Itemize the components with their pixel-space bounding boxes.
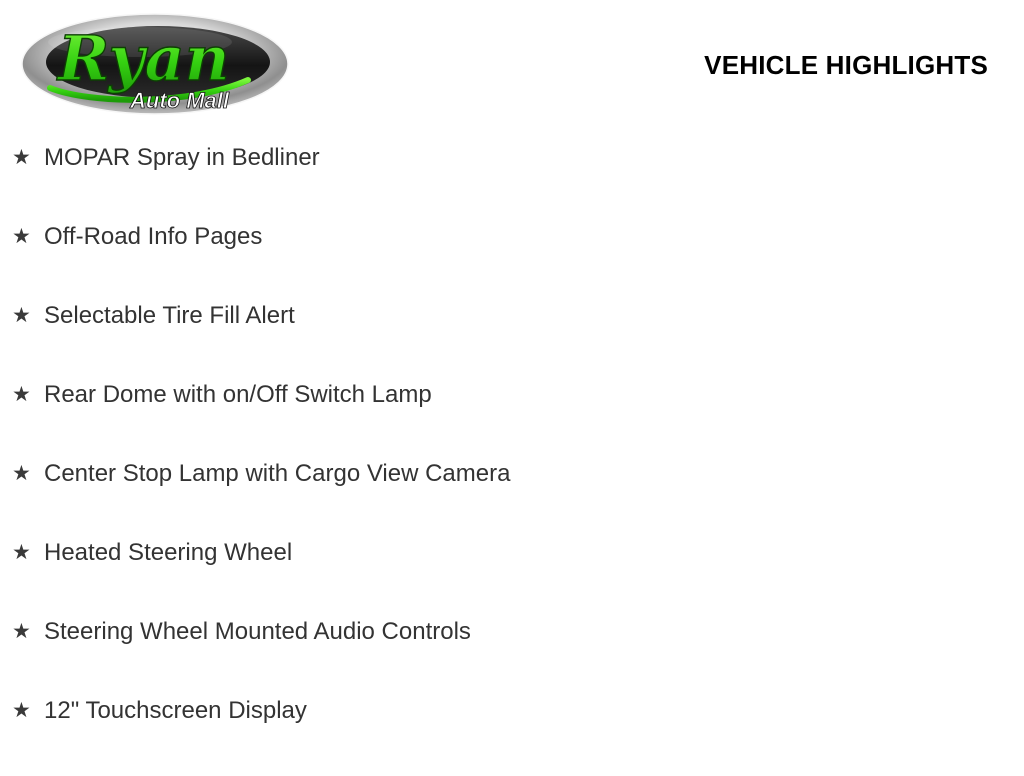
highlight-label: Steering Wheel Mounted Audio Controls: [44, 618, 471, 645]
highlight-label: Rear Dome with on/Off Switch Lamp: [44, 381, 432, 408]
svg-text:Ryan: Ryan: [58, 22, 230, 95]
highlight-label: Selectable Tire Fill Alert: [44, 302, 295, 329]
highlight-label: 12" Touchscreen Display: [44, 697, 307, 724]
list-item: [0, 618, 1024, 697]
star-icon: ★: [12, 225, 31, 248]
star-icon: ★: [12, 462, 31, 485]
list-item: [0, 381, 1024, 460]
svg-text:Auto Mall: Auto Mall: [130, 88, 229, 113]
star-icon: ★: [12, 699, 31, 722]
list-item: [0, 539, 1024, 618]
list-item: [0, 460, 1024, 539]
highlight-label: Off-Road Info Pages: [44, 223, 263, 250]
ryan-auto-mall-logo: [20, 8, 290, 120]
star-icon: ★: [12, 541, 31, 564]
vehicle-highlights-list: [0, 130, 1024, 776]
highlight-label: Center Stop Lamp with Cargo View Camera: [44, 460, 511, 487]
list-item: [0, 223, 1024, 302]
list-item: [0, 302, 1024, 381]
page-title: VEHICLE HIGHLIGHTS: [704, 50, 988, 80]
star-icon: ★: [12, 383, 31, 406]
list-item: [0, 697, 1024, 776]
list-item: [0, 144, 1024, 223]
highlight-label: MOPAR Spray in Bedliner: [44, 144, 320, 171]
star-icon: ★: [12, 146, 31, 169]
page-header: [0, 0, 1024, 130]
star-icon: ★: [12, 304, 31, 327]
highlight-label: Heated Steering Wheel: [44, 539, 293, 566]
star-icon: ★: [12, 620, 31, 643]
